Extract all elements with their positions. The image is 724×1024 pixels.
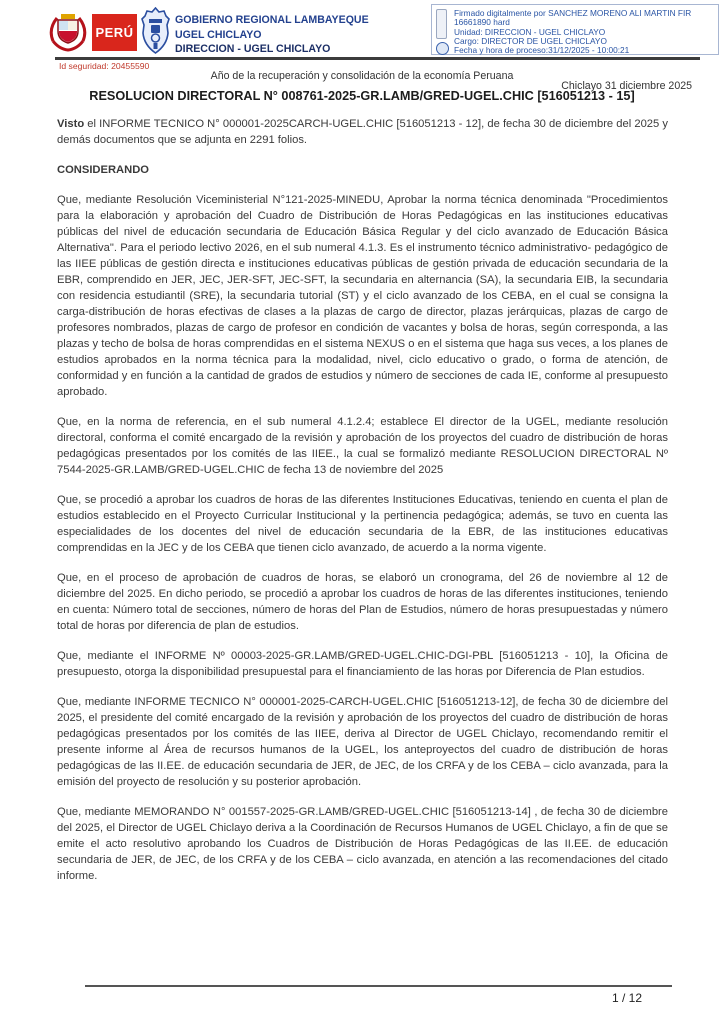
year-motto: Año de la recuperación y consolidación de la economía Peruana [210, 70, 514, 82]
signature-line: Unidad: DIRECCION - UGEL CHICLAYO [454, 27, 606, 37]
signature-line: Cargo: DIRECTOR DE UGEL CHICLAYO [454, 36, 607, 46]
ugel-emblem-icon [140, 7, 171, 55]
considerando-heading: CONSIDERANDO [57, 164, 149, 176]
signature-line: Firmado digitalmente por SANCHEZ MORENO ALI MARTIN FIR [454, 9, 692, 18]
body-paragraph: Que, mediante el INFORME Nº 00003-2025-GR.LAMB/GRED-UGEL.CHIC-DGI-PBL [516051213 - 10], la Oficina de presupuesto, otorga la disponibilidad presupuestal para el financiamiento de las horas por Diferencia de Plan estudios. [57, 650, 668, 678]
visto-label: Visto [57, 118, 85, 130]
signature-line: 16661890 hard [454, 18, 510, 28]
body-paragraph: Que, mediante Resolución Viceministerial N°121-2025-MINEDU, Aprobar la norma técnica denominada "Procedimientos para la elaboración y aprobación del Cuadro de Distribución de Horas Pedagógicas en las instituciones educativas públicas del nivel de educación secundaria de Educación Básica Regular y del ciclo avanzado de Educación Básica Alternativa". Para el periodo lectivo 2026, en el sub numeral 4.1.3. Es el instrumento técnico administrativo- pedagógico de las IIEE públicas de gestión directa e instituciones educativas públicas de gestión privada de educación secundaria de la EBR, comprendido en JER, JEC, JER-SFT, JEC-SFT, la secundaria en alternancia (SA), la secundaria EIB, la secundaria con residencia estudiantil (SRE), la secundaria tutorial (ST) y el ciclo avanzado de los CEBA, en el cual se consigna la carga-distribución de horas efectivas de clases a la plazas de cargo de director, plazas jerárquicas, plazas de cargo de profesores nombrados, plazas de cargo de profesor en condición de vacantes y bolsa de horas, según corresponda, a las plazas y techo de bolsa de horas comprendidas en el sistema NEXUS o en el sistema que haga sus veces, a los planes de estudios aprobados en la norma técnica para la modalidad, nivel, ciclo educativo o grado, o forma de atención, de conformidad y en función a la cantidad de grados de estudios y número de secciones de cada IE, conforme al presupuesto aprobado. [57, 194, 668, 398]
institution-line: DIRECCION - UGEL CHICLAYO [175, 43, 331, 56]
body-paragraph: Que, mediante INFORME TECNICO N° 000001-2025-CARCH-UGEL.CHIC [516051213-12], de fecha 30 de diciembre del 2025, el presidente del comité encargado de la revisión y aprobación de los proyectos del cuadro de distribución de horas pedagógicas presentados por los comités de las IIEE, deriva al Director de UGEL Chiclayo, recomendando remitir el presente informe al Área de recursos humanos de la UGEL, los anteproyectos del cuadro de distribución de horas pedagógicas de las II.EE. de educación secundaria de JER, de JEC, de los CRFA y de los CEBA – ciclo avanzada, para la emisión del proyecto de resolución y su posterior aprobación. [57, 696, 668, 788]
body-paragraph: Que, en el proceso de aprobación de cuadros de horas, se elaboró un cronograma, del 26 de noviembre al 12 de diciembre del 2025. En dicho periodo, se procedió a aprobar los cuadros de horas de las diferentes instituciones, teniendo en cuenta: Número total de secciones, número de horas del Plan de Estudios, número de horas presupuestadas y número total de horas por diferencia de plan de estudios. [57, 572, 668, 632]
resolution-title: RESOLUCION DIRECTORAL N° 008761-2025-GR.LAMB/GRED-UGEL.CHIC [516051213 - 15] [89, 89, 635, 103]
header-divider [55, 57, 700, 60]
footer-divider [85, 985, 672, 1005]
peru-coat-of-arms-icon [47, 9, 89, 53]
body-paragraph: Que, se procedió a aprobar los cuadros de horas de las diferentes Instituciones Educativas, teniendo en cuenta el plan de estudios establecido en el Proyecto Curricular Institucional y la pertinencia pedagógica; además, se tuvo en cuenta las especialidades de los docentes del nivel de educación secundaria de la EBR, de las instituciones educativas comprendidas en la JEC y de los CEBA que tienen ciclo avanzado, de acuerdo a la norma vigente. [57, 494, 668, 554]
institution-name [175, 13, 369, 57]
visto-paragraph [57, 116, 668, 148]
signature-line: Fecha y hora de proceso:31/12/2025 - 10:00:21 [454, 46, 630, 56]
body-paragraph: Que, en la norma de referencia, en el sub numeral 4.1.2.4; establece El director de la UGEL, mediante resolución directoral, conforma el comité encargado de la revisión y aprobación de los proyectos del cuadro de distribución de horas pedagógicas presentados por los comités de las IIEE., la cual se formalizó mediante RESOLUCION DIRECTORAL Nº 7544-2025-GR.LAMB/GRED-UGEL.CHIC de fecha 13 de noviembre del 2025 [57, 416, 668, 476]
security-id: Id seguridad: 20455590 [59, 61, 150, 71]
signature-stamp-icon [436, 9, 450, 51]
page-number: 1 / 12 [611, 991, 642, 1005]
body-paragraph: Que, mediante MEMORANDO N° 001557-2025-GR.LAMB/GRED-UGEL.CHIC [516051213-14] , de fecha 30 de diciembre del 2025, el Director de UGEL Chiclayo deriva a la Coordinación de Recursos Humanos de UGEL Chiclayo, a fin de que se emite el acto resolutivo aprobando los Cuadros de Distribución de Horas Pedagógicas de las II.EE. de educación secundaria de JER, de JEC, de los CRFA y de los CEBA – ciclo avanzada, en atención a las recomendaciones del citado informe. [57, 806, 668, 882]
place-date: Chiclayo 31 diciembre 2025 [561, 80, 692, 92]
peru-wordmark: PERÚ [92, 14, 137, 51]
institution-line: GOBIERNO REGIONAL LAMBAYEQUE [175, 14, 369, 26]
document-body [57, 116, 668, 898]
institution-line: UGEL CHICLAYO [175, 28, 262, 41]
digital-signature-box [431, 4, 719, 55]
visto-text: el INFORME TECNICO N° 000001-2025CARCH-UGEL.CHIC [516051213 - 12], de fecha 30 de diciembre del 2025 y demás documentos que se adjunta en 2291 folios. [57, 118, 668, 146]
